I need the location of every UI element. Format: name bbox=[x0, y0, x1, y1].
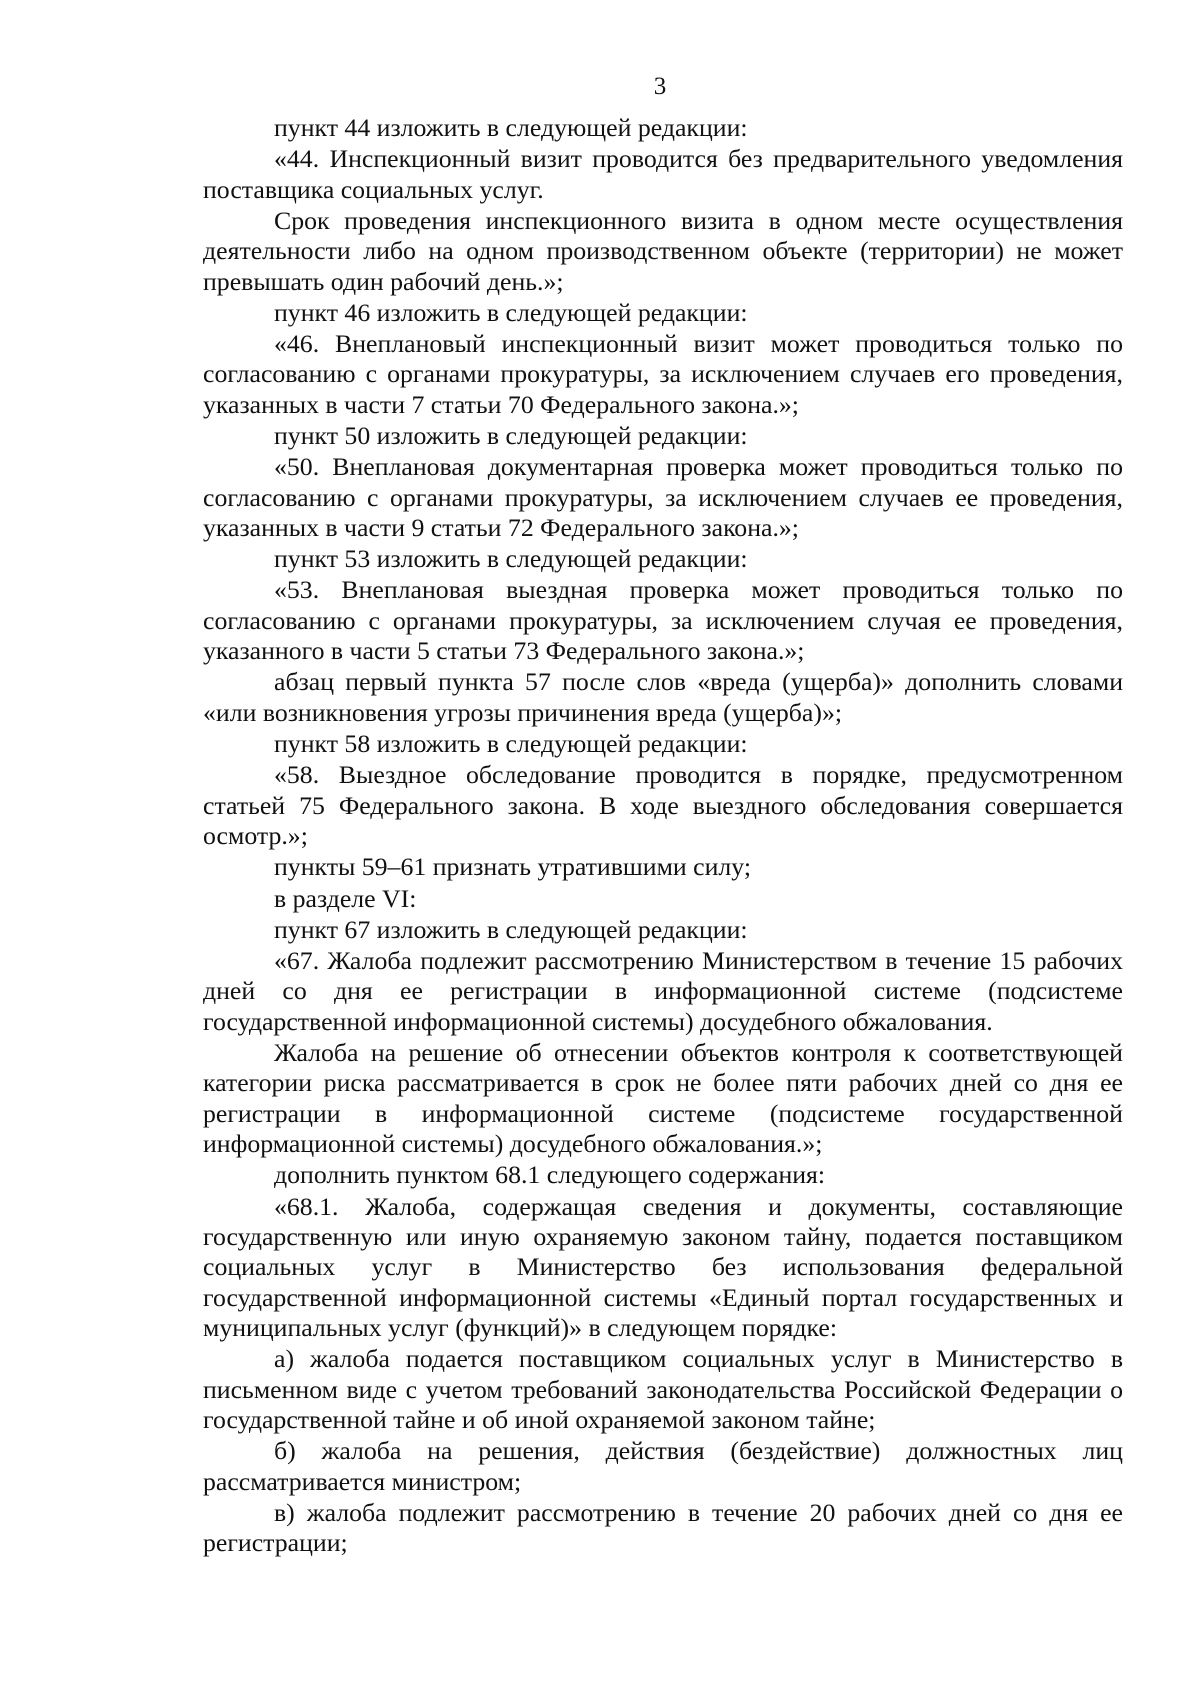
paragraph: «58. Выездное обследование проводится в порядке, предусмотренном статьей 75 Федерального закона. В ходе выездного обследования совершается осмотр.»; bbox=[203, 760, 1123, 851]
paragraph: пункт 46 изложить в следующей редакции: bbox=[274, 297, 748, 327]
paragraph: пункт 50 изложить в следующей редакции: bbox=[274, 421, 748, 451]
paragraph: «67. Жалоба подлежит рассмотрению Министерством в течение 15 рабочих дней со дня ее регистрации в информационной системе (подсистеме государственной информационной системы) досудебного обжалования. bbox=[203, 945, 1123, 1036]
paragraph: пункт 53 изложить в следующей редакции: bbox=[274, 544, 748, 574]
paragraph: в разделе VI: bbox=[274, 883, 417, 913]
paragraph: пункт 67 изложить в следующей редакции: bbox=[274, 914, 748, 944]
paragraph: пункты 59–61 признать утратившими силу; bbox=[274, 852, 752, 882]
paragraph: Жалоба на решение об отнесении объектов контроля к соответствующей категории риска рассматривается в срок не более пяти рабочих дней со дня ее регистрации в информационной системе (подсистеме государственной информационной системы) досудебного обжалования.»; bbox=[203, 1037, 1123, 1159]
paragraph: «53. Внеплановая выездная проверка может проводиться только по согласованию с органами прокуратуры, за исключением случая ее проведения, указанного в части 5 статьи 73 Федерального закона.»; bbox=[203, 575, 1123, 666]
paragraph: «68.1. Жалоба, содержащая сведения и документы, составляющие государственную или иную охраняемую законом тайну, подается поставщиком социальных услуг в Министерство без использования федеральной государственной информационной системы «Единый портал государственных и муниципальных услуг (функций)» в следующем порядке: bbox=[203, 1191, 1123, 1343]
paragraph: «46. Внеплановый инспекционный визит может проводиться только по согласованию с органами прокуратуры, за исключением случаев его проведения, указанных в части 7 статьи 70 Федерального закона.»; bbox=[203, 329, 1123, 419]
paragraph: «50. Внеплановая документарная проверка может проводиться только по согласованию с органами прокуратуры, за исключением случаев ее проведения, указанных в части 9 статьи 72 Федерального закона.»; bbox=[203, 452, 1123, 543]
page-number: 3 bbox=[653, 73, 667, 100]
paragraph: дополнить пунктом 68.1 следующего содержания: bbox=[274, 1160, 826, 1190]
paragraph: а) жалоба подается поставщиком социальных услуг в Министерство в письменном виде с учетом требований законодательства Российской Федерации о государственной тайне и об иной охраняемой законом тайне; bbox=[203, 1344, 1123, 1435]
paragraph: Срок проведения инспекционного визита в одном месте осуществления деятельности либо на одном производственном объекте (территории) не может превышать один рабочий день.»; bbox=[203, 205, 1123, 296]
paragraph: пункт 44 изложить в следующей редакции: bbox=[274, 113, 748, 142]
paragraph: б) жалоба на решения, действия (бездействие) должностных лиц рассматривается министром; bbox=[203, 1436, 1123, 1496]
document-body bbox=[203, 113, 1123, 1559]
paragraph: абзац первый пункта 57 после слов «вреда (ущерба)» дополнить словами «или возникновения угрозы причинения вреда (ущерба)»; bbox=[203, 667, 1123, 727]
paragraph: пункт 58 изложить в следующей редакции: bbox=[274, 729, 748, 759]
paragraph: «44. Инспекционный визит проводится без предварительного уведомления поставщика социальных услуг. bbox=[203, 144, 1123, 204]
paragraph: в) жалоба подлежит рассмотрению в течение 20 рабочих дней со дня ее регистрации; bbox=[203, 1498, 1123, 1558]
